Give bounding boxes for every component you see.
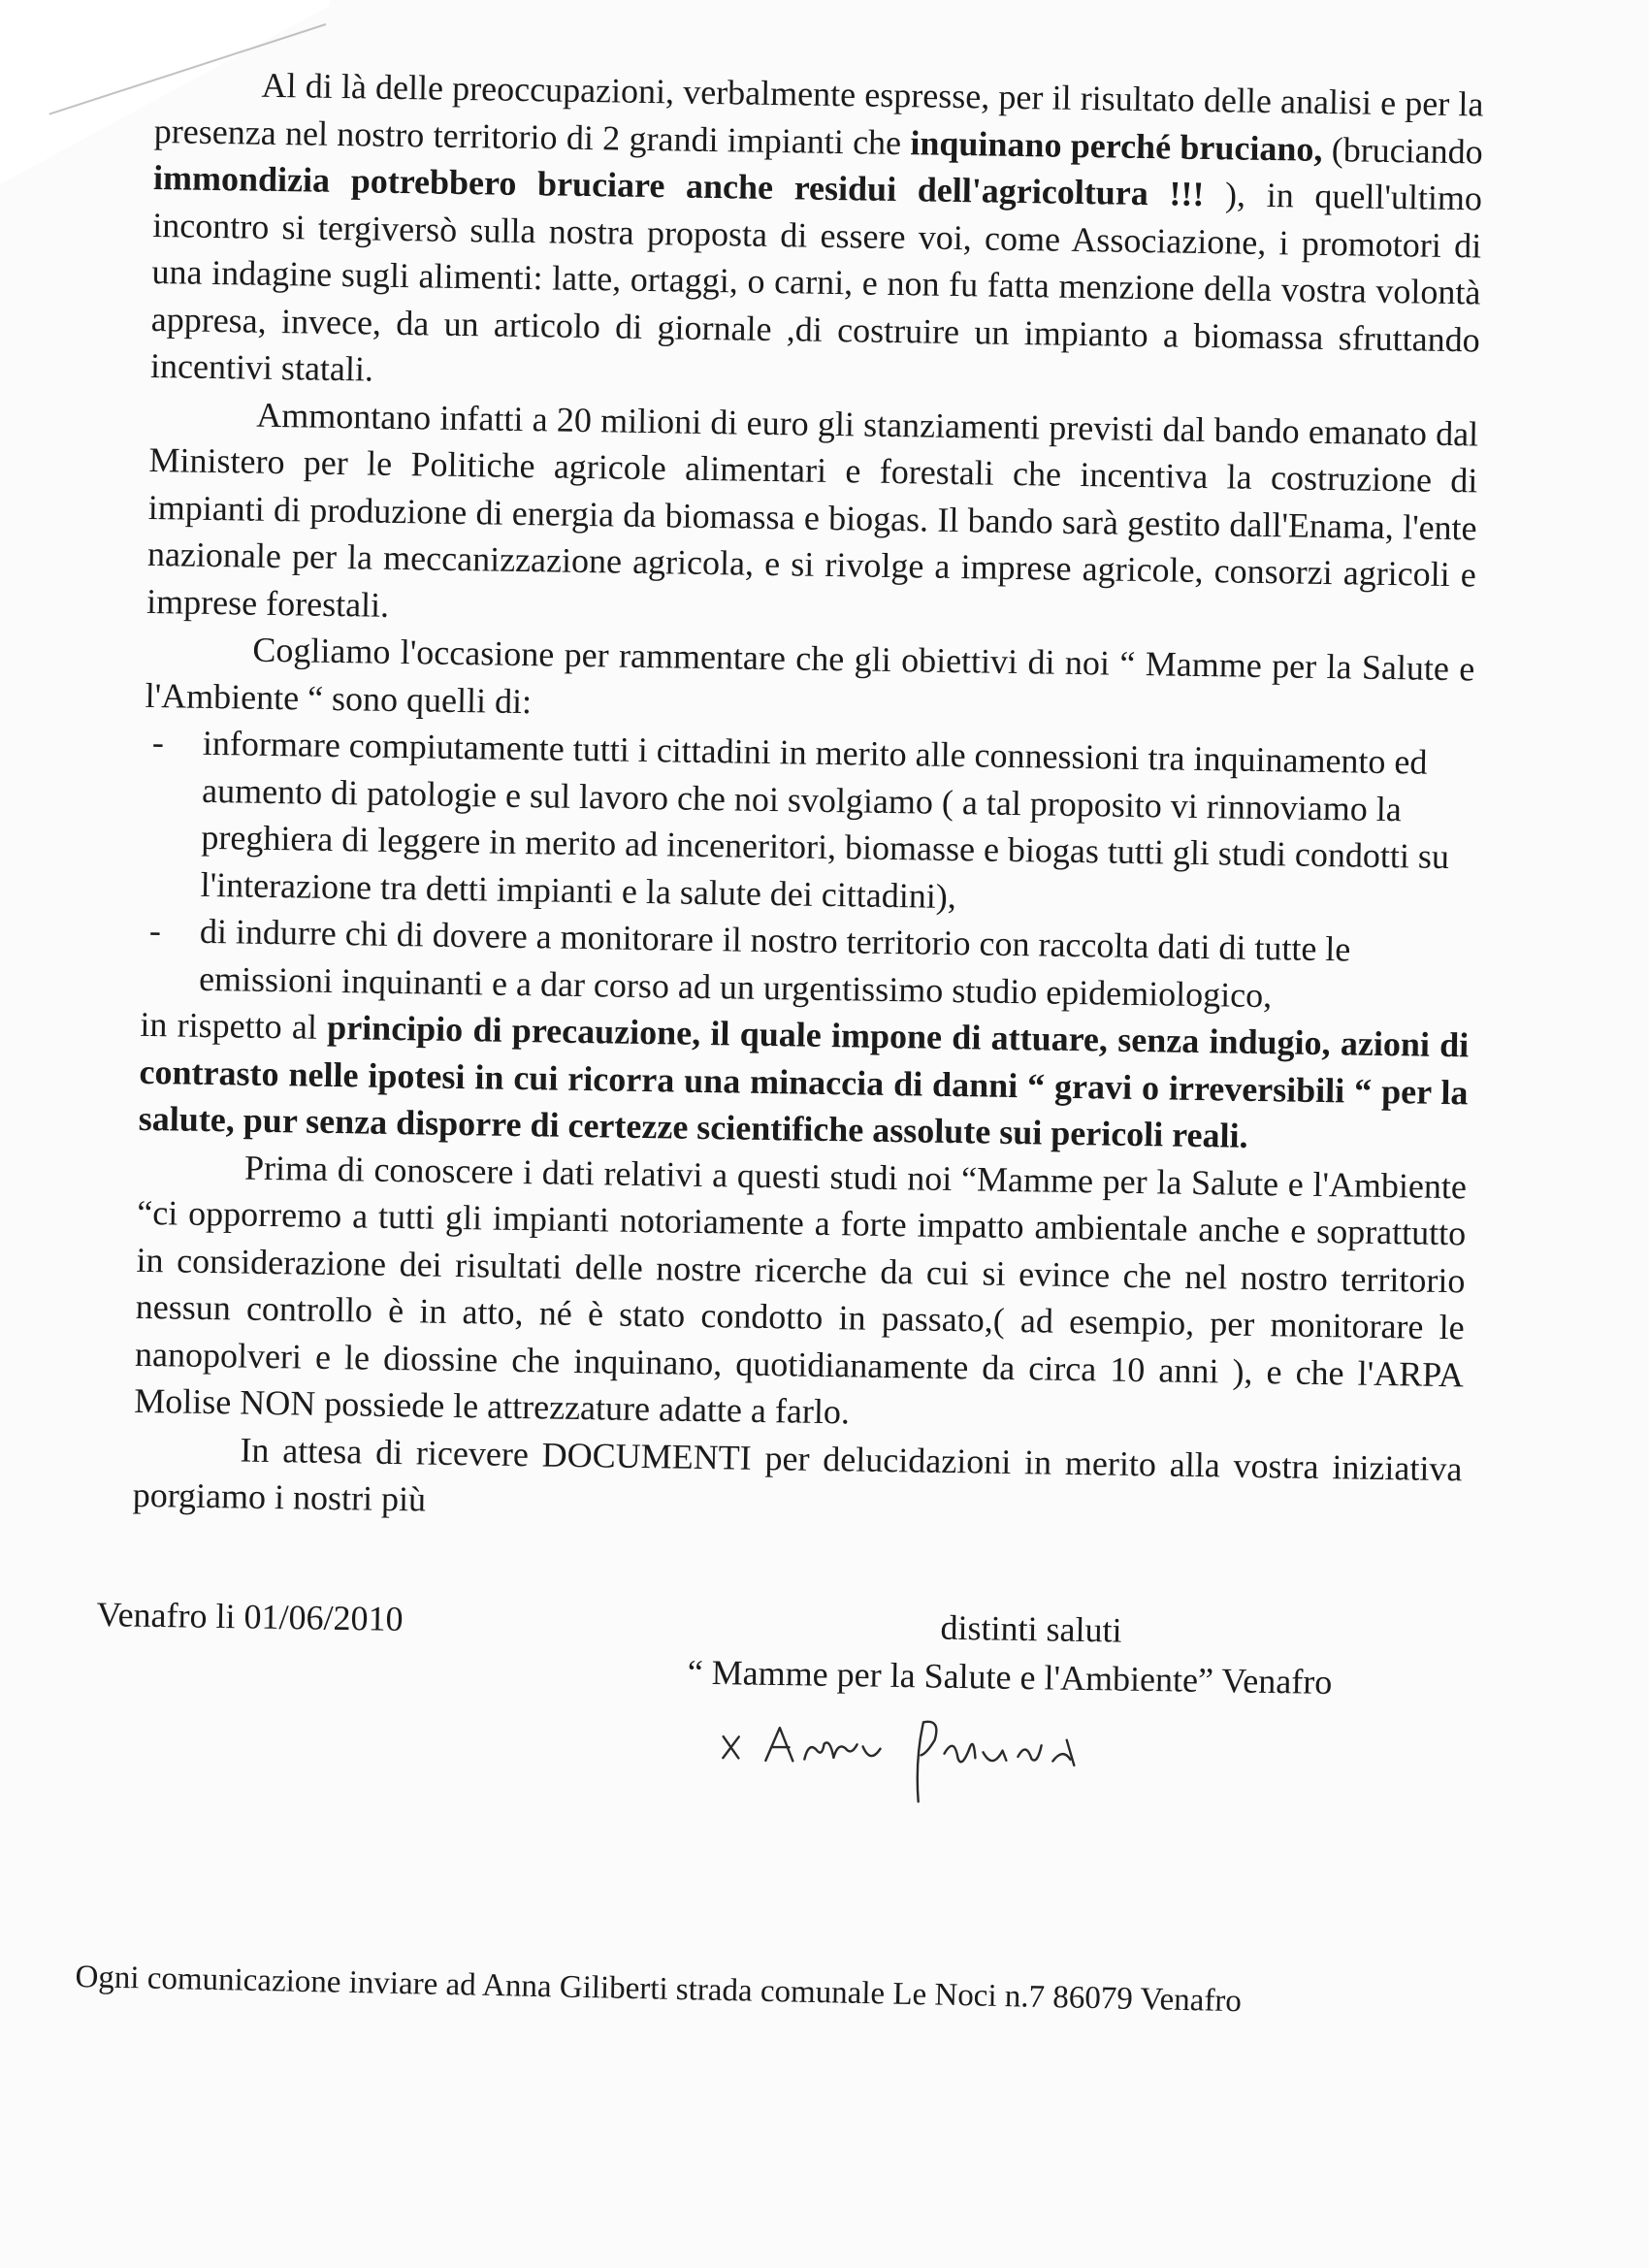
objective-item: - informare compiutamente tutti i cittadini in merito alle connessioni tra inquinamento ed aumento di patologie e sul lavoro che noi svolgiamo ( a tal proposito vi rinnoviamo la preghiera di leggere in merito ad inceneritori, biomasse e biogas tutti gli studi condotti su l'interazione tra detti impianti e la salute dei cittadini), — [142, 719, 1473, 927]
objectives-list — [141, 719, 1473, 1021]
handwritten-signature — [715, 1698, 1134, 1811]
paragraph-objectives-intro: Cogliamo l'occasione per rammentare che gli obiettivi di noi “ Mamme per la Salute e l'Ambiente “ sono quelli di: — [145, 630, 1475, 721]
paragraph-closing: In attesa di ricevere DOCUMENTI per delucidazioni in merito alla vostra iniziativa porgiamo i nostri più — [132, 1430, 1463, 1519]
footer-contact: Ogni comunicazione inviare ad Anna Giliberti strada comunale Le Noci n.7 86079 Venafro — [75, 1959, 1243, 2020]
paragraph-precaution: in rispetto al principio di precauzione, il quale impone di attuare, senza indugio, azioni di contrasto nelle ipotesi in cui ricorra una minaccia di danni “ gravi o irreversibili “ per la salute, pur senza disporre di certezze scientifiche assolute sui pericoli reali. — [138, 1004, 1470, 1155]
objective-item: - di indurre chi di dovere a monitorare il nostro territorio con raccolta dati di tutte le emissioni inquinanti e a dar corso ad un urgentissimo studio epidemiologico, — [141, 907, 1471, 1022]
paragraph-opposition: Prima di conoscere i dati relativi a questi studi noi “Mamme per la Salute e l'Ambiente “ci opporremo a tutti gli impianti notoriamente a forte impatto ambientale anche e soprattutto in considerazione dei risultati delle nostre ricerche da cui si evince che nel nostro territorio nessun controllo è in atto, né è stato condotto in passato,( ad esempio, per monitorare le nanopolveri e le diossine che inquinano, quotidianamente da circa 10 anni ), e che l'ARPA Molise NON possiede le attrezzature adatte a farlo. — [133, 1148, 1468, 1432]
letter-body — [132, 60, 1483, 1539]
greetings: distinti saluti — [940, 1607, 1122, 1650]
place-date: Venafro li 01/06/2010 — [96, 1594, 404, 1638]
organization-name: “ Mamme per la Salute e l'Ambiente” Venafro — [687, 1652, 1333, 1702]
paragraph-funding: Ammontano infatti a 20 milioni di euro gli stanziamenti previsti dal bando emanato dal Ministero per le Politiche agricole alimentari e forestali che incentiva la costruzione di impianti di produzione di energia da biomassa e biogas. Il bando sarà gestito dall'Enama, l'ente nazionale per la meccanizzazione agricola, e si rivolge a imprese agricole, consorzi agricoli e imprese forestali. — [146, 395, 1479, 625]
signature-block — [96, 1591, 1416, 1702]
paragraph-concerns: Al di là delle preoccupazioni, verbalmente espresse, per il risultato delle analisi e per la presenza nel nostro territorio di 2 grandi impianti che inquinano perché bruciano, (bruciando immondizia potrebbero bruciare anche residui dell'agricoltura !!! ), in quell'ultimo incontro si tergiversò sulla nostra proposta di essere voi, come Associazione, i promotori di una indagine sugli alimenti: latte, ortaggi, o carni, e non fu fatta menzione della vostra volontà appresa, invece, da un articolo di giornale ,di costruire un impianto a biomassa sfruttando incentivi statali. — [149, 65, 1484, 389]
